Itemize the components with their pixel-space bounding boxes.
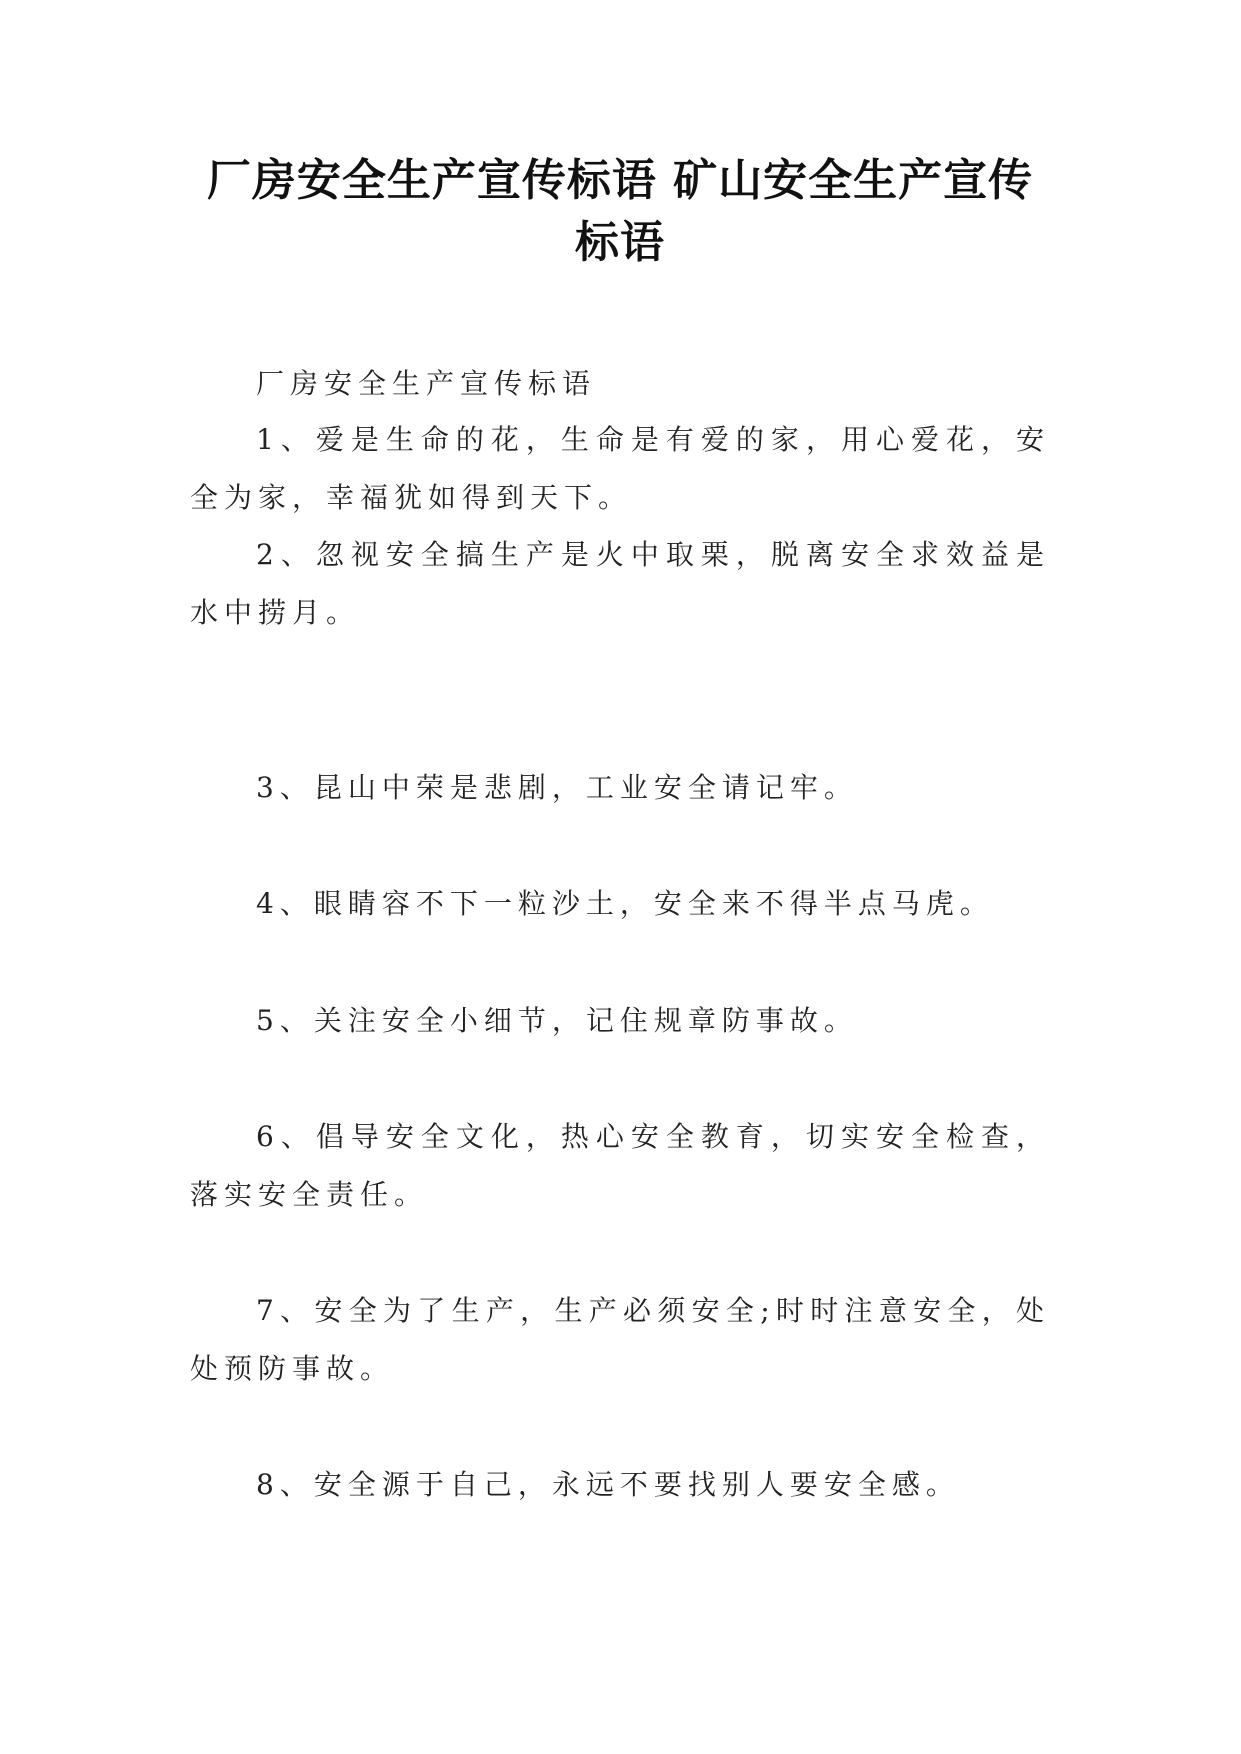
slogan-item-4: 4、眼睛容不下一粒沙土，安全来不得半点马虎。 xyxy=(256,887,994,920)
slogan-item-7: 7、安全为了生产，生产必须安全;时时注意安全，处处预防事故。 xyxy=(190,1294,1050,1385)
slogan-item-6: 6、倡导安全文化，热心安全教育，切实安全检查，落实安全责任。 xyxy=(190,1120,1050,1211)
slogan-item-1: 1、爱是生命的花，生命是有爱的家，用心爱花，安全为家，幸福犹如得到天下。 xyxy=(190,423,1050,514)
slogan-item-2: 2、忽视安全搞生产是火中取栗，脱离安全求效益是水中捞月。 xyxy=(190,538,1050,629)
section-subheading: 厂房安全生产宣传标语 xyxy=(256,367,597,400)
slogan-item-3: 3、昆山中荣是悲剧，工业安全请记牢。 xyxy=(256,771,858,804)
slogan-item-8: 8、安全源于自己，永远不要找别人要安全感。 xyxy=(256,1468,960,1501)
slogan-item-5: 5、关注安全小细节，记住规章防事故。 xyxy=(256,1004,858,1037)
document-title: 厂房安全生产宣传标语 矿山安全生产宣传标语 xyxy=(206,155,1034,268)
